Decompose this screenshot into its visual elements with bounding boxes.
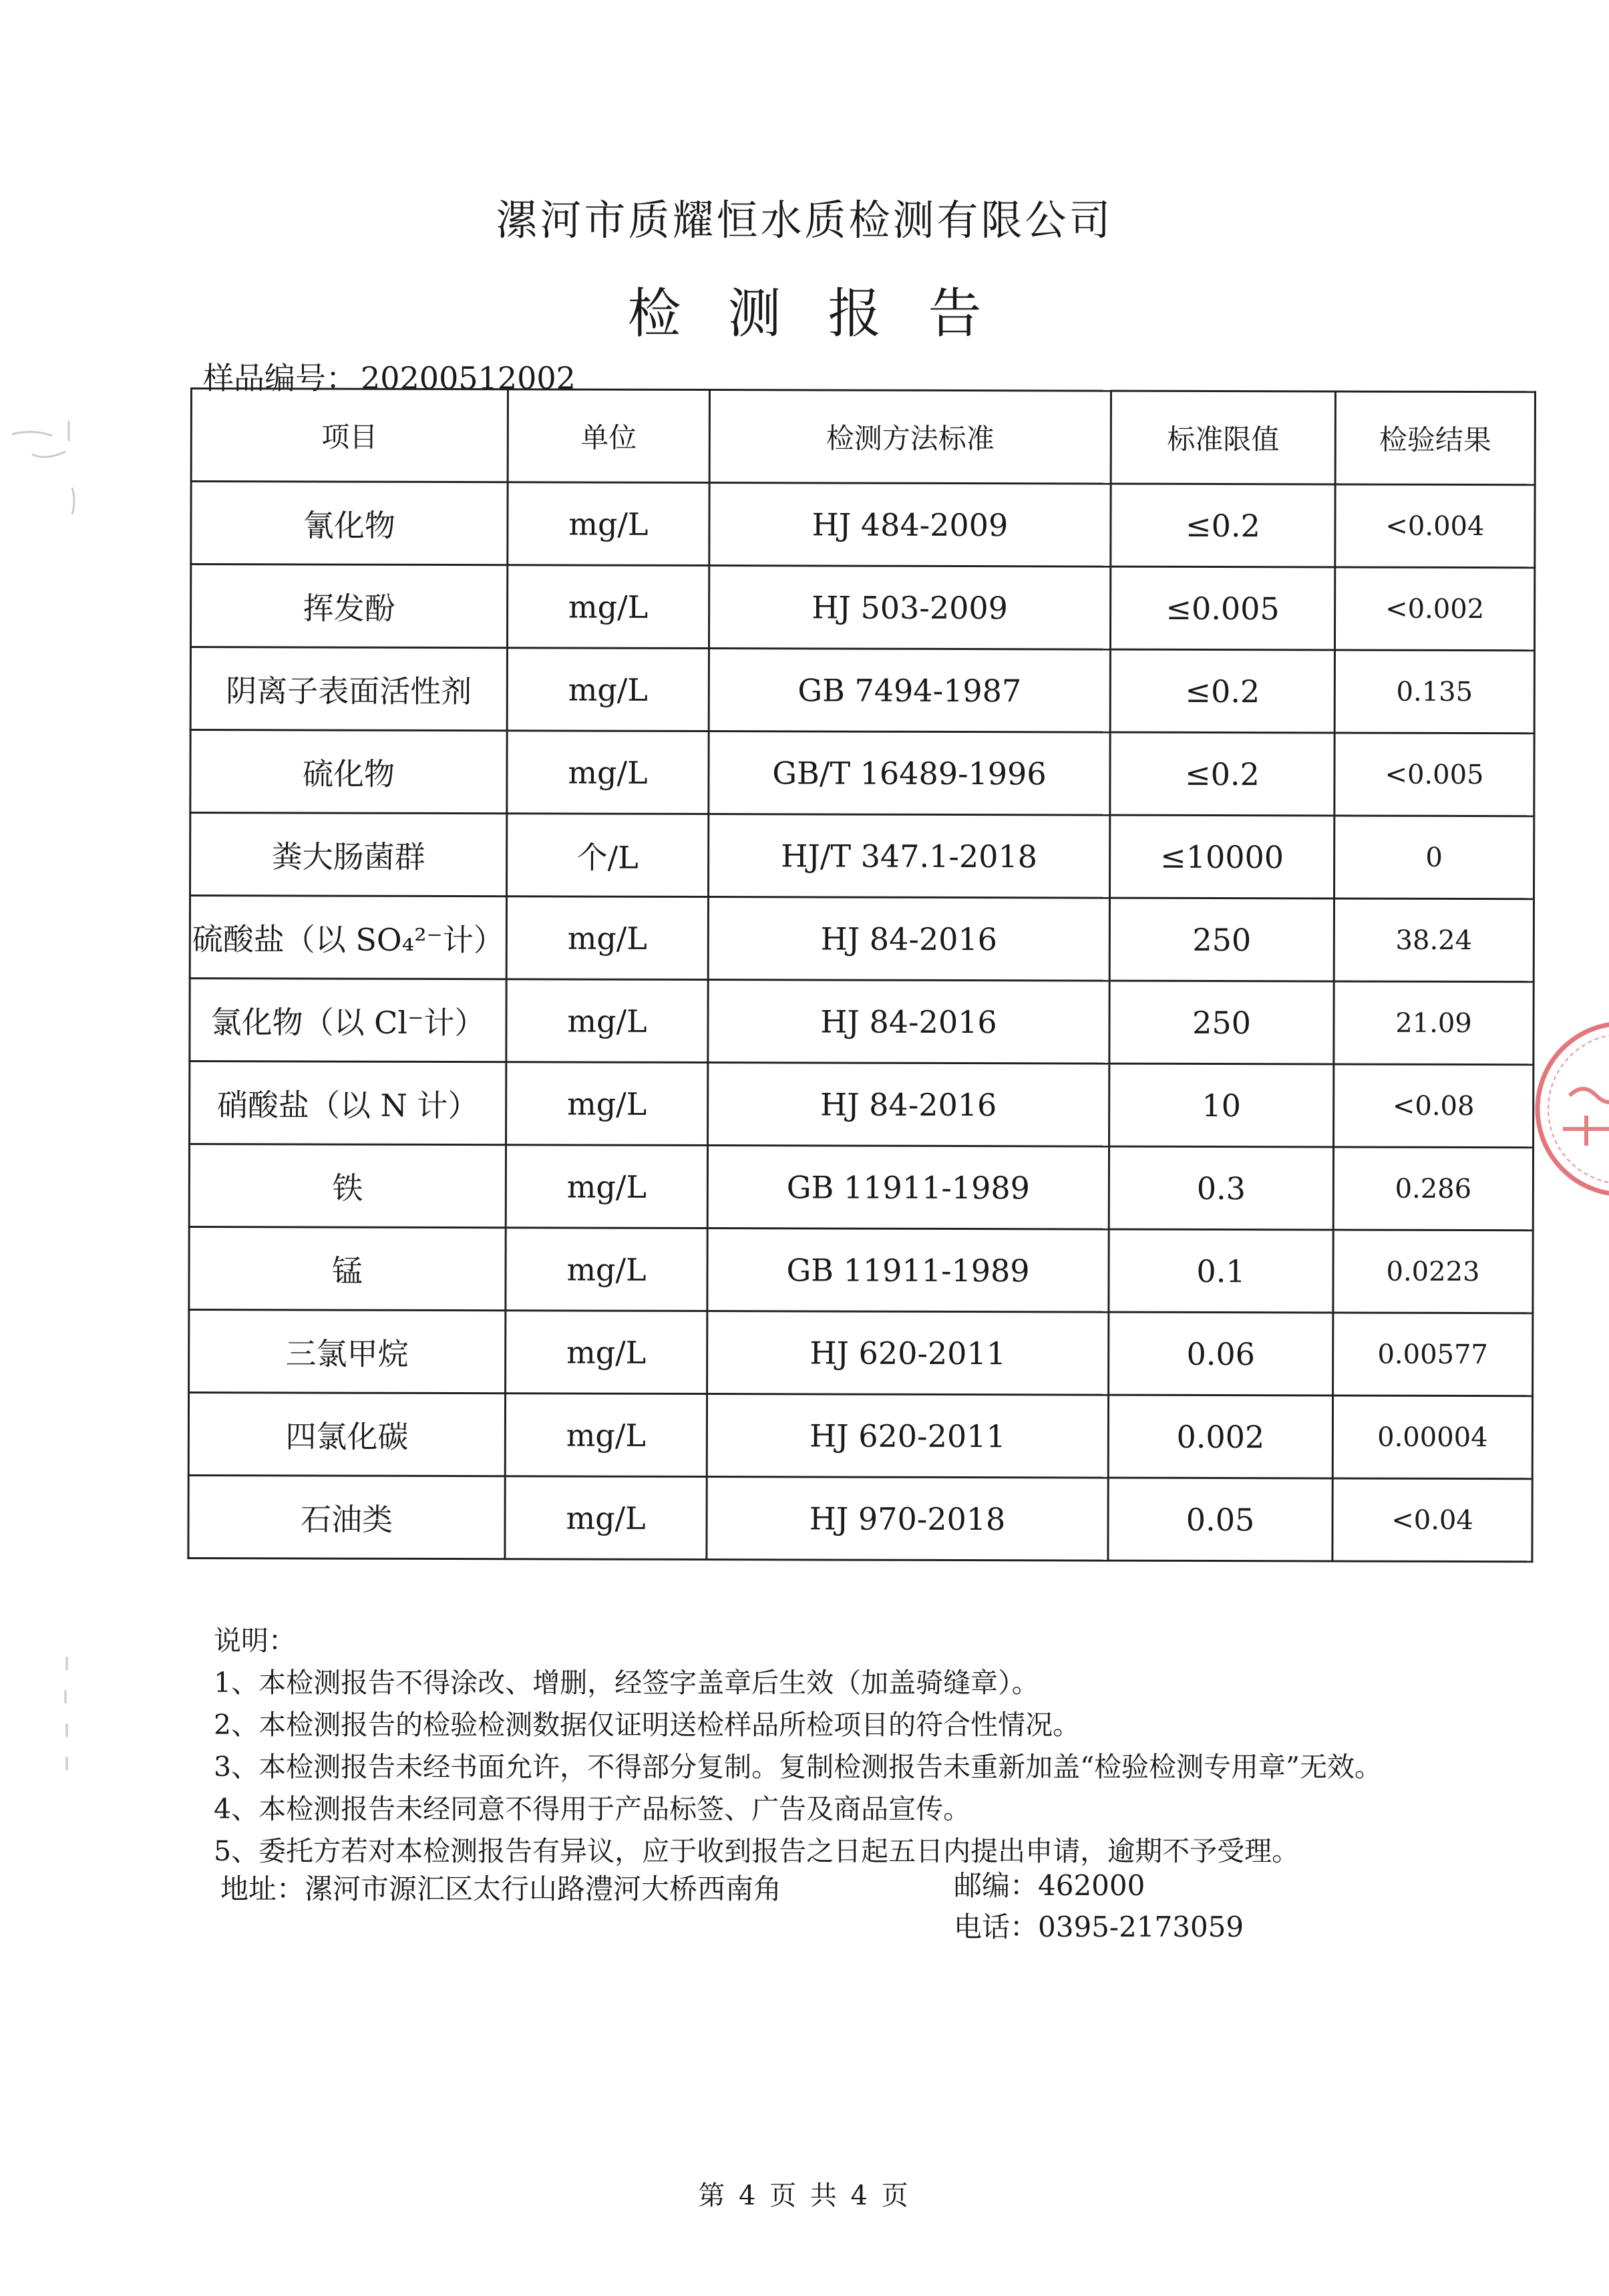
header-limit: 标准限值 [1111,391,1335,484]
cell-item: 三氯甲烷 [189,1309,506,1393]
cell-unit: mg/L [506,1228,707,1311]
cell-method: GB 11911-1989 [707,1146,1109,1230]
seal-stamp-icon [1530,1015,1609,1202]
cell-method: HJ 970-2018 [707,1477,1108,1561]
table-row [190,730,1534,816]
address: 地址：漯河市源汇区太行山路澧河大桥西南角 [220,1872,782,1905]
cell-limit: 250 [1109,981,1334,1064]
sample-number-value: 20200512002 [361,360,576,396]
cell-unit: mg/L [505,1393,707,1477]
sample-number-label: 样品编号： [203,360,357,396]
cell-result: 0 [1334,816,1534,899]
cell-result: 0.0223 [1333,1230,1533,1313]
cell-unit: mg/L [507,648,709,731]
cell-result: <0.08 [1334,1064,1534,1148]
cell-item: 石油类 [188,1475,505,1559]
cell-unit: mg/L [506,896,708,980]
binding-mark-icon [53,1650,80,1784]
cell-method: HJ 503-2009 [709,566,1110,650]
cell-item: 锰 [189,1226,506,1310]
cell-item: 氯化物（以 Cl⁻计） [190,979,506,1062]
cell-unit: mg/L [508,482,709,566]
table-row [188,1475,1532,1561]
header-unit: 单位 [508,389,709,483]
table-row [189,1226,1533,1313]
table-row [191,482,1535,568]
notes-section [214,1620,1382,1872]
cell-limit: 250 [1109,898,1334,981]
cell-method: GB/T 16489-1996 [709,731,1110,816]
cell-limit: ≤0.2 [1110,732,1334,816]
note-item: 3、本检测报告未经书面允许，不得部分复制。复制检测报告未重新加盖“检验检测专用章”无效。 [214,1751,1383,1783]
cell-item: 氰化物 [191,482,508,565]
table-row [190,813,1534,899]
cell-limit: 0.05 [1108,1478,1332,1561]
table-row [190,1061,1534,1148]
table-row [189,1144,1533,1231]
cell-result: <0.002 [1334,567,1534,651]
header-item: 项目 [191,389,508,482]
table-row [190,564,1534,651]
phone: 电话：0395-2173059 [954,1911,1244,1943]
cell-result: 21.09 [1334,981,1534,1065]
cell-item: 铁 [189,1144,506,1228]
notes-title: 说明： [214,1625,296,1657]
cell-unit: mg/L [506,979,708,1063]
cell-method: HJ 620-2011 [707,1311,1109,1396]
cell-limit: 0.1 [1109,1229,1333,1313]
cell-result: 0.00004 [1332,1396,1532,1479]
table-row [190,896,1534,982]
cell-method: HJ 84-2016 [708,980,1109,1064]
header-result: 检验结果 [1335,391,1535,485]
cell-method: HJ 620-2011 [707,1394,1108,1478]
cell-unit: mg/L [506,1062,708,1146]
table-row [188,1392,1532,1478]
cell-item: 硝酸盐（以 N 计） [190,1061,506,1145]
cell-result: <0.04 [1332,1478,1532,1562]
cell-item: 硫酸盐（以 SO₄²⁻计） [190,896,506,979]
cell-limit: 10 [1109,1063,1334,1147]
company-name: 漯河市质耀恒水质检测有限公司 [496,196,1113,244]
cell-limit: ≤10000 [1110,815,1334,898]
cell-method: HJ 84-2016 [708,897,1109,981]
cell-limit: 0.3 [1109,1146,1333,1230]
note-item: 1、本检测报告不得涂改、增删，经签字盖章后生效（加盖骑缝章）。 [214,1667,1039,1699]
cell-item: 四氯化碳 [188,1392,505,1476]
cell-unit: mg/L [505,1476,707,1560]
cell-result: 0.286 [1333,1147,1533,1231]
note-item: 4、本检测报告未经同意不得用于产品标签、广告及商品宣传。 [214,1793,971,1825]
results-table [187,387,1536,1563]
cell-limit: ≤0.2 [1111,484,1335,567]
cell-method: HJ 84-2016 [708,1063,1109,1147]
cell-unit: mg/L [507,731,709,814]
header-method: 检测方法标准 [709,390,1111,484]
cell-limit: ≤0.2 [1110,649,1334,733]
table-row [189,1309,1533,1396]
cell-method: HJ 484-2009 [709,483,1111,567]
cell-method: GB 11911-1989 [707,1228,1109,1313]
cell-unit: mg/L [507,565,709,649]
cell-result: <0.004 [1335,484,1535,568]
report-title: 检测报告 [627,283,1029,345]
cell-item: 挥发酚 [190,564,507,648]
cell-result: 0.135 [1334,650,1534,733]
cell-limit: 0.06 [1109,1312,1333,1396]
note-item: 5、委托方若对本检测报告有异议，应于收到报告之日起五日内提出申请，逾期不予受理。 [214,1835,1300,1867]
cell-limit: ≤0.005 [1110,566,1334,650]
postcode: 邮编：462000 [954,1869,1145,1902]
cell-unit: 个/L [507,814,709,897]
cell-limit: 0.002 [1108,1395,1332,1478]
cell-unit: mg/L [506,1311,707,1394]
table-row [190,979,1534,1065]
cell-item: 阴离子表面活性剂 [190,647,507,731]
table-row [190,647,1534,733]
table-header-row [191,389,1535,485]
binding-mark-icon [5,407,92,541]
cell-result: <0.005 [1334,733,1534,816]
cell-item: 粪大肠菌群 [190,813,507,896]
note-item: 2、本检测报告的检验检测数据仅证明送检样品所检项目的符合性情况。 [214,1709,1081,1741]
cell-item: 硫化物 [190,730,507,814]
page-number: 第 4 页 共 4 页 [698,2180,911,2211]
cell-method: HJ/T 347.1-2018 [709,814,1110,898]
cell-result: 0.00577 [1333,1313,1533,1396]
cell-method: GB 7494-1987 [709,649,1110,733]
cell-unit: mg/L [506,1145,707,1228]
cell-result: 38.24 [1334,898,1534,982]
